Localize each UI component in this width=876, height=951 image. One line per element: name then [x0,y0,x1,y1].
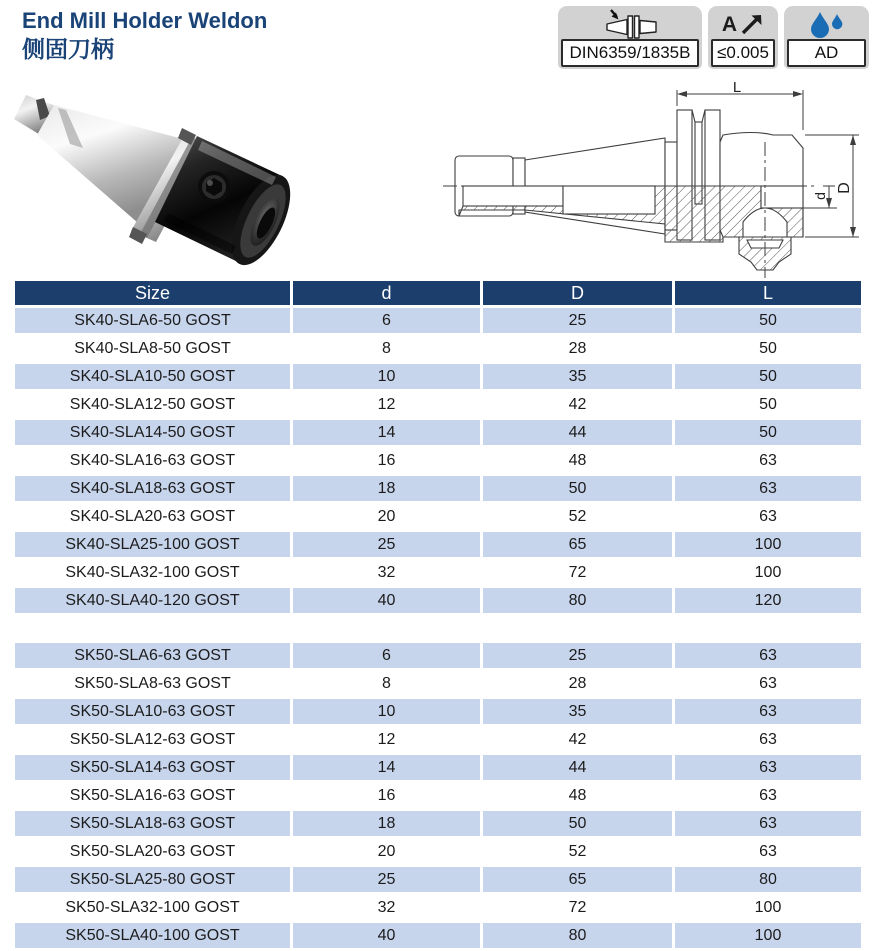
table-row [15,727,861,752]
product-photo [10,84,322,272]
value-cell: 50 [675,392,861,417]
size-cell: SK40-SLA25-100 GOST [15,532,290,557]
table-row [15,839,861,864]
table-row [15,895,861,920]
size-cell: SK50-SLA40-100 GOST [15,923,290,948]
spacer-cell [15,616,861,640]
value-cell: 10 [293,699,480,724]
size-cell: SK40-SLA14-50 GOST [15,420,290,445]
value-cell: 52 [483,839,672,864]
value-cell: 20 [293,504,480,529]
column-header-d: d [293,281,480,305]
value-cell: 50 [675,420,861,445]
value-cell: 63 [675,504,861,529]
table-row [15,867,861,892]
size-table-body [15,308,861,948]
runout-letter: A [721,13,738,36]
value-cell: 52 [483,504,672,529]
badge-runout-label: ≤0.005 [711,39,775,67]
value-cell: 72 [483,895,672,920]
value-cell: 12 [293,727,480,752]
value-cell: 50 [483,476,672,501]
value-cell: 25 [483,308,672,333]
value-cell: 63 [675,783,861,808]
size-cell: SK50-SLA32-100 GOST [15,895,290,920]
page-title-english: End Mill Holder Weldon [22,8,268,33]
page-title-chinese: 侧固刀柄 [22,36,114,62]
value-cell: 63 [675,671,861,696]
value-cell: 63 [675,839,861,864]
section-spacer-row [15,616,861,640]
size-cell: SK40-SLA12-50 GOST [15,392,290,417]
table-row [15,783,861,808]
value-cell: 44 [483,755,672,780]
value-cell: 63 [675,727,861,752]
column-header-D: D [483,281,672,305]
value-cell: 14 [293,755,480,780]
size-cell: SK50-SLA8-63 GOST [15,671,290,696]
table-row [15,588,861,613]
value-cell: 100 [675,532,861,557]
value-cell: 12 [293,392,480,417]
value-cell: 48 [483,448,672,473]
table-row [15,643,861,668]
value-cell: 40 [293,588,480,613]
size-cell: SK50-SLA20-63 GOST [15,839,290,864]
value-cell: 18 [293,476,480,501]
size-cell: SK50-SLA14-63 GOST [15,755,290,780]
column-header-size: Size [15,281,290,305]
badge-runout [708,6,778,69]
value-cell: 28 [483,671,672,696]
page-title [22,8,267,64]
table-row [15,811,861,836]
value-cell: 63 [675,755,861,780]
value-cell: 32 [293,895,480,920]
size-cell: SK50-SLA12-63 GOST [15,727,290,752]
value-cell: 63 [675,643,861,668]
value-cell: 8 [293,336,480,361]
value-cell: 25 [293,532,480,557]
value-cell: 40 [293,923,480,948]
value-cell: 63 [675,811,861,836]
table-header-row [15,281,861,305]
value-cell: 42 [483,727,672,752]
value-cell: 100 [675,895,861,920]
drawing-dim-L: L [732,82,742,96]
value-cell: 20 [293,839,480,864]
value-cell: 50 [675,364,861,389]
toolholder-arrow-icon [558,6,702,43]
value-cell: 120 [675,588,861,613]
size-cell: SK50-SLA16-63 GOST [15,783,290,808]
value-cell: 63 [675,448,861,473]
value-cell: 65 [483,532,672,557]
value-cell: 80 [483,923,672,948]
size-cell: SK50-SLA10-63 GOST [15,699,290,724]
drawing-dim-d: d [812,192,828,200]
technical-drawing [443,82,873,282]
value-cell: 16 [293,448,480,473]
value-cell: 28 [483,336,672,361]
coolant-drops-icon [784,6,869,43]
value-cell: 50 [675,336,861,361]
value-cell: 35 [483,699,672,724]
spec-badges [558,6,869,69]
badge-din-standard [558,6,702,69]
value-cell: 63 [675,476,861,501]
value-cell: 63 [675,699,861,724]
size-cell: SK50-SLA25-80 GOST [15,867,290,892]
value-cell: 100 [675,923,861,948]
table-row [15,448,861,473]
value-cell: 48 [483,783,672,808]
value-cell: 6 [293,308,480,333]
size-cell: SK40-SLA40-120 GOST [15,588,290,613]
badge-din-label: DIN6359/1835B [561,39,699,67]
table-row [15,755,861,780]
value-cell: 44 [483,420,672,445]
table-row [15,699,861,724]
value-cell: 14 [293,420,480,445]
value-cell: 6 [293,643,480,668]
value-cell: 100 [675,560,861,585]
badge-coolant-label: AD [787,39,866,67]
value-cell: 50 [675,308,861,333]
table-row [15,923,861,948]
value-cell: 50 [483,811,672,836]
size-cell: SK40-SLA10-50 GOST [15,364,290,389]
value-cell: 32 [293,560,480,585]
table-row [15,336,861,361]
value-cell: 42 [483,392,672,417]
table-row [15,532,861,557]
value-cell: 80 [675,867,861,892]
badge-coolant [784,6,869,69]
size-cell: SK40-SLA18-63 GOST [15,476,290,501]
size-cell: SK50-SLA18-63 GOST [15,811,290,836]
value-cell: 35 [483,364,672,389]
table-row [15,476,861,501]
table-row [15,364,861,389]
size-cell: SK40-SLA6-50 GOST [15,308,290,333]
value-cell: 65 [483,867,672,892]
size-cell: SK40-SLA32-100 GOST [15,560,290,585]
drawing-dim-D: D [836,182,853,194]
table-row [15,560,861,585]
value-cell: 80 [483,588,672,613]
table-row [15,420,861,445]
column-header-L: L [675,281,861,305]
table-row [15,671,861,696]
value-cell: 16 [293,783,480,808]
table-row [15,504,861,529]
value-cell: 10 [293,364,480,389]
value-cell: 18 [293,811,480,836]
value-cell: 8 [293,671,480,696]
size-cell: SK50-SLA6-63 GOST [15,643,290,668]
size-cell: SK40-SLA8-50 GOST [15,336,290,361]
size-cell: SK40-SLA16-63 GOST [15,448,290,473]
value-cell: 72 [483,560,672,585]
value-cell: 25 [293,867,480,892]
size-cell: SK40-SLA20-63 GOST [15,504,290,529]
table-row [15,308,861,333]
table-row [15,392,861,417]
size-table [12,278,864,951]
runout-arrow-icon [740,14,764,36]
value-cell: 25 [483,643,672,668]
